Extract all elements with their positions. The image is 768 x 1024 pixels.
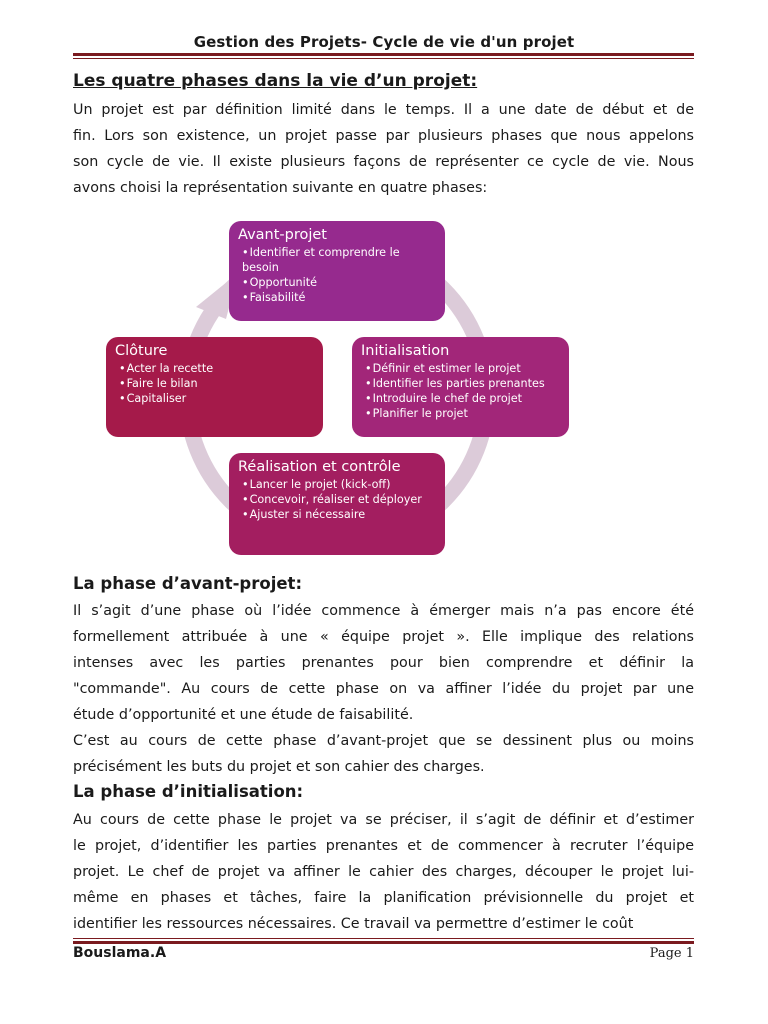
initialisation-paragraph bbox=[73, 807, 694, 937]
page-number: Page 1 bbox=[649, 946, 694, 961]
text-line: identifier les ressources nécessaires. Ce travail va permettre d’estimer le coût bbox=[73, 916, 634, 932]
phase-item: • Introduire le chef de projet bbox=[365, 391, 560, 406]
text-line: étude d’opportunité et une étude de faisabilité. bbox=[73, 707, 414, 723]
phase-item: • Faire le bilan bbox=[119, 376, 314, 391]
text-line: le projet, d’identifier les parties prenantes et de commencer à recruter l’équipe bbox=[73, 838, 694, 854]
phase-box-cloture bbox=[106, 337, 323, 437]
phase-item: • Opportunité bbox=[242, 275, 436, 290]
phase-item-list bbox=[238, 477, 436, 522]
text-line: formellement attribuée à une « équipe projet ». Elle implique des relations bbox=[73, 629, 694, 645]
phase-title: Avant-projet bbox=[238, 227, 327, 243]
document-title: Gestion des Projets- Cycle de vie d'un projet bbox=[193, 33, 575, 51]
footer-rule-thick bbox=[73, 941, 694, 944]
phase-title: Réalisation et contrôle bbox=[238, 459, 401, 475]
text-line: projet. Le chef de projet va affiner le cahier des charges, découper le projet lui- bbox=[73, 864, 694, 880]
text-line: précisément les buts du projet et son cahier des charges. bbox=[73, 759, 485, 775]
section-heading-initialisation: La phase d’initialisation: bbox=[73, 782, 304, 801]
phase-title: Clôture bbox=[115, 343, 168, 359]
phase-box-avant-projet bbox=[229, 221, 445, 321]
phase-item: • Concevoir, réaliser et déployer bbox=[242, 492, 436, 507]
phase-box-initialisation bbox=[352, 337, 569, 437]
phase-item: • Définir et estimer le projet bbox=[365, 361, 560, 376]
intro-paragraph bbox=[73, 97, 694, 201]
phase-item: • Faisabilité bbox=[242, 290, 436, 305]
author-name: Bouslama.A bbox=[73, 945, 167, 961]
text-line: Au cours de cette phase le projet va se préciser, il s’agit de définir et d’estimer bbox=[73, 812, 694, 828]
avant-projet-paragraph-1 bbox=[73, 598, 694, 728]
project-lifecycle-diagram bbox=[100, 215, 575, 560]
phase-item: • Planifier le projet bbox=[365, 406, 560, 421]
footer-rule-thin bbox=[73, 938, 694, 939]
text-line: son cycle de vie. Il existe plusieurs façons de représenter ce cycle de vie. Nous bbox=[73, 154, 694, 170]
phase-item: • Ajuster si nécessaire bbox=[242, 507, 436, 522]
text-line: intenses avec les parties prenantes pour bien comprendre et définir la bbox=[73, 655, 694, 671]
text-line: "commande". Au cours de cette phase on va affiner l’idée du projet par une bbox=[73, 681, 694, 697]
text-line: avons choisi la représentation suivante en quatre phases: bbox=[73, 180, 488, 196]
phase-item: • Identifier et comprendre le besoin bbox=[242, 245, 436, 275]
phase-item-list bbox=[115, 361, 314, 406]
phase-item: • Acter la recette bbox=[119, 361, 314, 376]
header-rule-thin bbox=[73, 58, 694, 59]
phase-item-list bbox=[361, 361, 560, 421]
avant-projet-paragraph-2 bbox=[73, 728, 694, 780]
text-line: même en phases et tâches, faire la planification prévisionnelle du projet et bbox=[73, 890, 694, 906]
section-heading-phases: Les quatre phases dans la vie d’un projet: bbox=[73, 71, 478, 91]
text-line: Un projet est par définition limité dans le temps. Il a une date de début et de bbox=[73, 102, 694, 118]
text-line: Il s’agit d’une phase où l’idée commence à émerger mais n’a pas encore été bbox=[73, 603, 694, 619]
text-line: fin. Lors son existence, un projet passe par plusieurs phases que nous appelons bbox=[73, 128, 694, 144]
phase-item: • Identifier les parties prenantes bbox=[365, 376, 560, 391]
phase-title: Initialisation bbox=[361, 343, 450, 359]
section-heading-avant-projet: La phase d’avant-projet: bbox=[73, 574, 303, 593]
text-line: C’est au cours de cette phase d’avant-projet que se dessinent plus ou moins bbox=[73, 733, 694, 749]
phase-box-realisation bbox=[229, 453, 445, 555]
phase-item: • Capitaliser bbox=[119, 391, 314, 406]
phase-item: • Lancer le projet (kick-off) bbox=[242, 477, 436, 492]
phase-item-list bbox=[238, 245, 436, 305]
header-rule-thick bbox=[73, 53, 694, 56]
